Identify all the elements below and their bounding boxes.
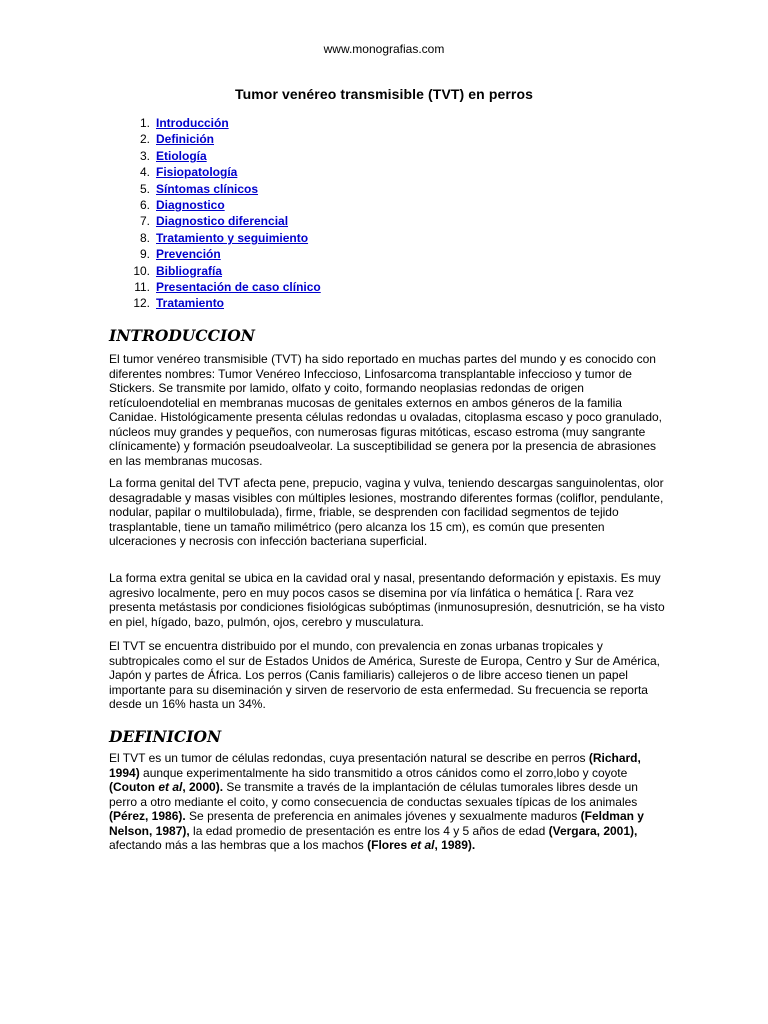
section-heading-definicion: DEFINICION — [109, 727, 222, 746]
citation: (Flores et al, 1989). — [367, 838, 476, 852]
toc-link-fisiopatologia[interactable]: Fisiopatología — [156, 165, 238, 180]
toc-item-diagnostico-diferencial: 7. Diagnostico diferencial — [139, 214, 289, 229]
citation: (Richard, 1994) — [109, 751, 641, 780]
toc-item-tratamiento-seguimiento: 8. Tratamiento y seguimiento — [139, 230, 309, 245]
toc-item-introduccion: 1. Introducción — [139, 116, 229, 130]
toc-item-prevencion: 9. Prevención — [139, 247, 221, 262]
page-title: Tumor venéreo transmisible (TVT) en perros — [234, 86, 533, 102]
toc-link-prevencion[interactable]: Prevención — [156, 247, 221, 262]
section-heading-introduccion: INTRODUCCION — [109, 326, 255, 345]
toc-item-bibliografia: 10. Bibliografía — [133, 263, 223, 278]
citation: (Vergara, 2001), — [548, 823, 638, 838]
paragraph: El TVT se encuentra distribuido por el mundo, con prevalencia en zonas urbanas tropicales y subtropicales como el sur de Estados Unidos de América, Sureste de Europa, Centro y Sur de América, Japón y partes de África. Los perros (Canis familiaris) callejeros o de libre acceso tienen un papel importante para su diseminación y sirven de reservorio de esta enfermedad. Su frecuencia se reporta desde un 16% hasta un 34%. — [109, 639, 660, 711]
toc-link-introduccion[interactable]: Introducción — [156, 116, 229, 130]
toc-link-definicion[interactable]: Definición — [156, 132, 215, 147]
toc-link-diagnostico[interactable]: Diagnostico — [156, 198, 225, 213]
toc-item-diagnostico: 6. Diagnostico — [139, 198, 225, 213]
toc-link-etiologia[interactable]: Etiología — [156, 148, 207, 163]
paragraph: La forma extra genital se ubica en la cavidad oral y nasal, presentando deformación y epistaxis. Es muy agresivo localmente, pero en muy pocos casos se disemina por vía linfática o hemática [. Rara vez presenta metástasis por condiciones fisiológicas subóptimas (inmunosupresión, desnutrición, se ha visto en piel, hígado, bazo, pulmón, ojos, cerebro y musculatura. — [109, 571, 665, 629]
toc-link-sintomas[interactable]: Síntomas clínicos — [156, 181, 259, 196]
toc-item-caso-clinico: 11. Presentación de caso clínico — [134, 280, 321, 295]
toc-item-etiologia: 3. Etiología — [139, 148, 207, 163]
toc-item-fisiopatologia: 4. Fisiopatología — [139, 165, 238, 180]
citation: (Pérez, 1986). — [109, 809, 186, 823]
paragraph: La forma genital del TVT afecta pene, prepucio, vagina y vulva, teniendo descargas sanguinolentas, olor desagradable y masas visibles con múltiples lesiones, mostrando diferentes formas (coliflor, pendulante, nodular, papilar o multilobulada), firme, friable, se desprenden con facilidad segmentos de tejido trasplantable, tiene un tamaño milimétrico (pero alcanza los 15 cm), es común que presenten ulceraciones y necrosis con infección bacteriana superficial. — [109, 476, 664, 548]
toc-item-sintomas: 5. Síntomas clínicos — [139, 181, 259, 196]
toc-item-tratamiento: 12. Tratamiento — [133, 296, 225, 311]
toc-link-bibliografia[interactable]: Bibliografía — [156, 263, 223, 278]
toc-link-tratamiento[interactable]: Tratamiento — [156, 296, 225, 311]
paragraph: El tumor venéreo transmisible (TVT) ha sido reportado en muchas partes del mundo y es conocido con diferentes nombres: Tumor Venéreo Infeccioso, Linfosarcoma transplantable infeccioso y tumor de Stickers. Se transmite por lamido, olfato y coito, formando neoplasias redondas de origen retículoendotelial en membranas mucosas de genitales externos en ambos géneros de la familia Canidae. Histológicamente presenta células redondas u ovaladas, citoplasma escaso y poco granulado, núcleos muy grandes y pequeños, con numerosas figuras mitóticas, escaso estroma (muy sangrante clínicamente) y formación pseudoalveolar. La susceptibilidad se genera por la presencia de abrasiones en las membranas mucosas. — [109, 352, 663, 468]
citation: (Couton et al, 2000). — [109, 780, 224, 794]
toc-link-caso-clinico[interactable]: Presentación de caso clínico — [156, 280, 321, 295]
toc-link-tratamiento-seguimiento[interactable]: Tratamiento y seguimiento — [156, 230, 309, 245]
citation: (Feldman y Nelson, 1987), — [109, 809, 644, 838]
toc-item-definicion: 2. Definición — [139, 132, 215, 147]
toc-link-diagnostico-diferencial[interactable]: Diagnostico diferencial — [156, 214, 289, 229]
table-of-contents — [118, 115, 321, 312]
paragraph: El TVT es un tumor de células redondas, cuya presentación natural se describe en perros (Richard, 1994) aunque experimentalmente ha sido transmitido a otros cánidos como el zorro,lobo y coyote (Couton et al, 2000). Se transmite a través de la implantación de células tumorales libres desde un perro a otro mediante el coito, y como consecuencia de conductas sexuales típicas de los animales (Pérez, 1986). Se presenta de preferencia en animales jóvenes y sexualmente maduros (Feldman y Nelson, 1987), la edad promedio de presentación es entre los 4 y 5 años de edad (Vergara, 2001), afectando más a las hembras que a los machos (Flores et al, 1989). — [109, 751, 644, 852]
site-url: www.monografias.com — [323, 42, 445, 56]
